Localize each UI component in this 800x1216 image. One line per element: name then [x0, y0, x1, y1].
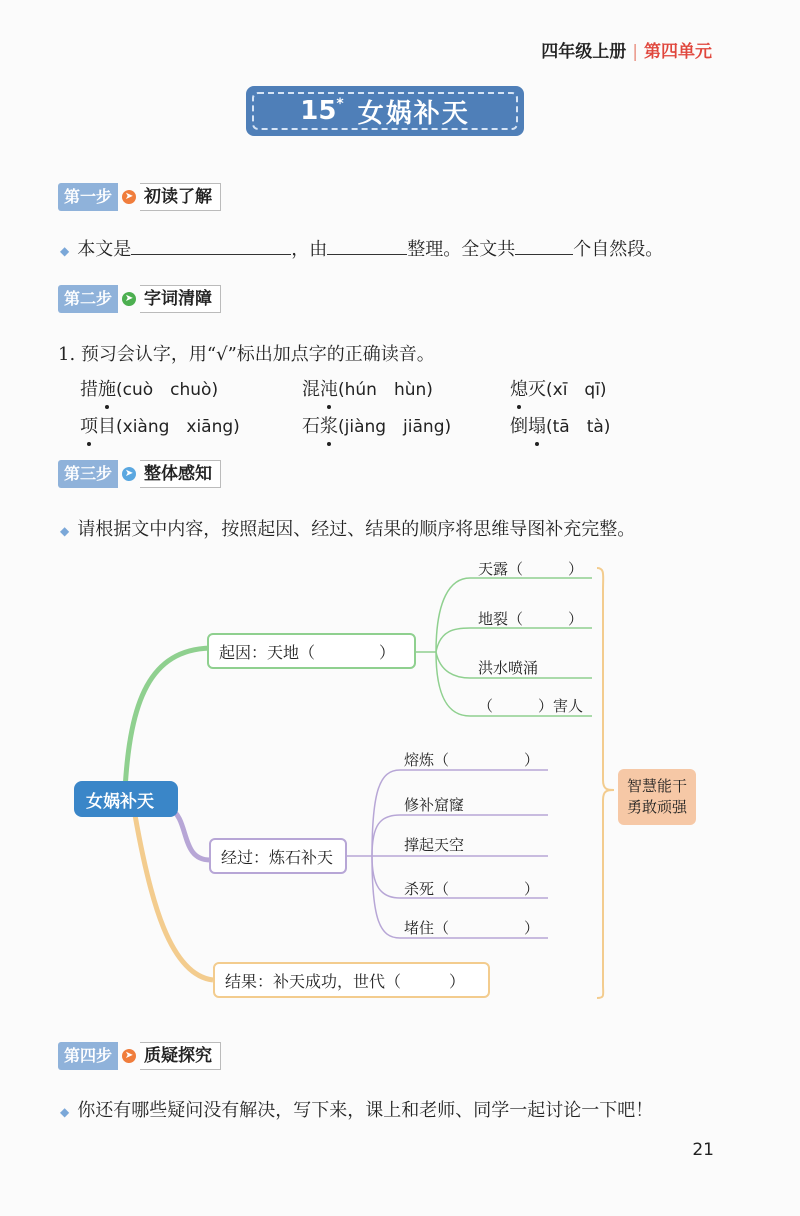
- cause-item[interactable]: （ ）害人: [478, 697, 584, 715]
- step-tag: 第三步: [58, 460, 118, 488]
- arrow-right-icon: ➤: [122, 467, 136, 481]
- pinyin-item[interactable]: 石浆(jiàng jiāng): [302, 416, 452, 437]
- pinyin-item[interactable]: 熄灭(xī qī): [510, 379, 607, 400]
- step-name: 初读了解: [140, 183, 221, 211]
- diamond-icon: ◆: [60, 244, 70, 258]
- process-item: 撑起天空: [404, 836, 465, 854]
- step-name: 整体感知: [140, 460, 221, 488]
- page-number: 21: [692, 1140, 714, 1160]
- page-header: [541, 37, 712, 62]
- unit-label: 第四单元: [644, 42, 712, 62]
- arrow-right-icon: ➤: [122, 292, 136, 306]
- arrow-right-icon: ➤: [122, 1049, 136, 1063]
- step-3-instruction: ◆ 请根据文中内容，按照起因、经过、结果的顺序将思维导图补充完整。: [60, 519, 636, 540]
- blank-editor[interactable]: [327, 236, 407, 255]
- step-1-heading: [58, 183, 221, 211]
- cause-item[interactable]: 地裂（ ）: [478, 610, 584, 628]
- step-2-heading: [58, 285, 221, 313]
- cause-item[interactable]: 天露（ ）: [478, 560, 584, 578]
- pinyin-item[interactable]: 倒塌(tā tà): [510, 416, 611, 437]
- process-item[interactable]: 堵住（ ）: [404, 919, 540, 937]
- step-tag: 第二步: [58, 285, 118, 313]
- process-item[interactable]: 熔炼（ ）: [404, 751, 540, 769]
- step-name: 质疑探究: [140, 1042, 221, 1070]
- quality-line: 勇敢顽强: [626, 798, 687, 816]
- pinyin-item[interactable]: 混沌(hún hùn): [302, 379, 433, 400]
- mindmap-center-node: 女娲补天: [74, 781, 178, 817]
- process-node: 经过：炼石补天: [209, 838, 347, 874]
- blank-source[interactable]: [131, 236, 291, 255]
- summary-bracket: [597, 568, 614, 998]
- step-tag: 第四步: [58, 1042, 118, 1070]
- quality-line: 智慧能干: [626, 777, 687, 795]
- step-1-question: ◆ 本文是 ，由 整理。全文共 个自然段。: [60, 235, 663, 261]
- result-branch-line: [135, 815, 213, 980]
- lesson-title: 女娲补天: [357, 98, 470, 129]
- step-4-heading: [58, 1042, 221, 1070]
- step-3-heading: [58, 460, 221, 488]
- cause-item: 洪水喷涌: [478, 659, 539, 677]
- quality-summary-box: [618, 769, 696, 825]
- pinyin-item[interactable]: 措施(cuò chuò): [80, 379, 219, 400]
- step-2-instruction: 1. 预习会认字，用“√”标出加点字的正确读音。: [58, 344, 435, 365]
- grade-label: 四年级上册: [541, 42, 627, 62]
- arrow-right-icon: ➤: [122, 190, 136, 204]
- star-mark: *: [336, 96, 344, 112]
- cause-branch-line: [125, 648, 210, 790]
- step-4-instruction: ◆ 你还有哪些疑问没有解决，写下来，课上和老师、同学一起讨论一下吧！: [60, 1100, 654, 1121]
- header-separator: |: [632, 42, 638, 62]
- blank-paragraph-count[interactable]: [515, 236, 573, 255]
- lesson-number: 15*: [300, 96, 344, 126]
- step-name: 字词清障: [140, 285, 221, 313]
- diamond-icon: ◆: [60, 1105, 70, 1119]
- process-item[interactable]: 杀死（ ）: [404, 880, 540, 898]
- pinyin-item[interactable]: 项目(xiàng xiāng): [80, 416, 240, 437]
- process-branch-line: [170, 808, 210, 860]
- process-item: 修补窟窿: [404, 796, 465, 814]
- step-tag: 第一步: [58, 183, 118, 211]
- result-node[interactable]: 结果：补天成功，世代（ ）: [213, 962, 490, 998]
- lesson-title-banner: [246, 86, 524, 136]
- cause-node[interactable]: 起因：天地（ ）: [207, 633, 416, 669]
- diamond-icon: ◆: [60, 524, 70, 538]
